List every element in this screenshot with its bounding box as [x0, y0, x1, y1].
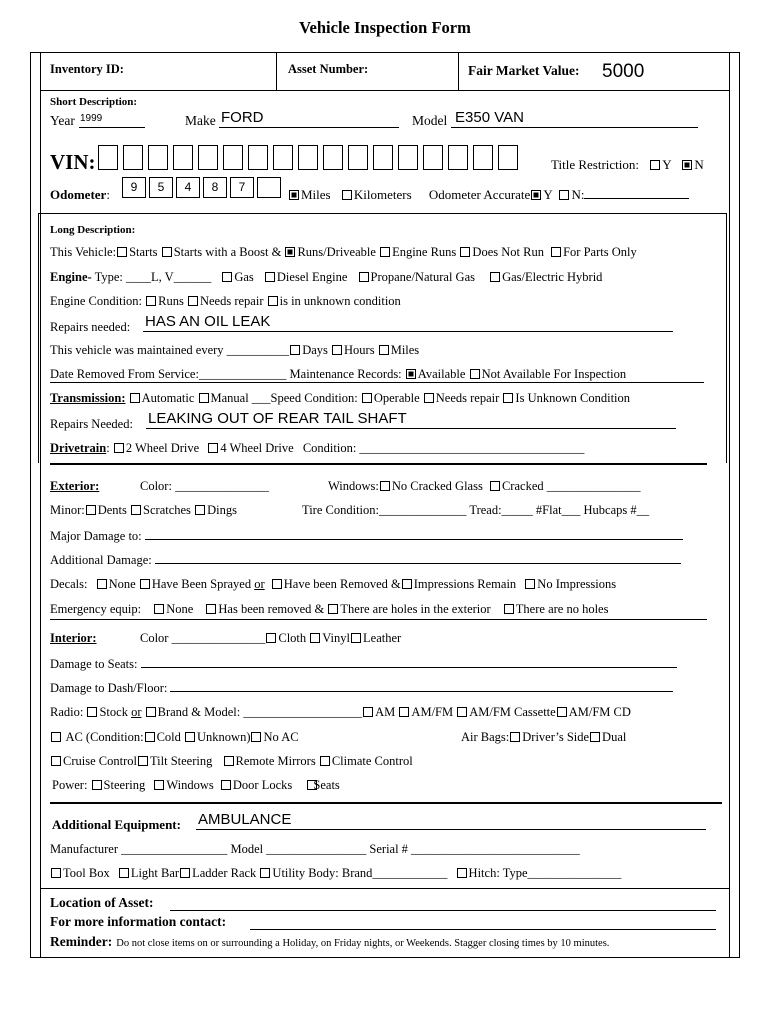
- dents-checkbox[interactable]: [86, 505, 96, 515]
- model-label: Model: [412, 113, 448, 128]
- long-description-rule: [50, 463, 707, 465]
- repairs-needed-label: Repairs needed:: [50, 320, 131, 334]
- repairs-needed-2-label: Repairs Needed:: [50, 417, 133, 431]
- vin-box[interactable]: [173, 145, 193, 170]
- radio-brand-checkbox[interactable]: [146, 707, 156, 717]
- light-bar-checkbox[interactable]: [119, 868, 129, 878]
- major-damage-row: Major Damage to:: [50, 528, 683, 544]
- leather-checkbox[interactable]: [351, 633, 361, 643]
- additional-equipment-label: Additional Equipment:: [52, 817, 181, 832]
- vin-box[interactable]: [323, 145, 343, 170]
- make-field[interactable]: [219, 109, 399, 128]
- vin-box[interactable]: [448, 145, 468, 170]
- long-description-label: Long Description:: [50, 224, 136, 236]
- repairs-needed-field[interactable]: [143, 313, 673, 332]
- ac-row: AC (Condition: Cold Unknown) No AC: [50, 730, 299, 745]
- exterior-row: Exterior:: [50, 479, 100, 493]
- contact-field[interactable]: [250, 914, 716, 930]
- dash-damage-row: Damage to Dash/Floor:: [50, 680, 673, 696]
- no-impressions-checkbox[interactable]: [525, 579, 535, 589]
- engine-runs-checkbox[interactable]: [380, 247, 390, 257]
- decals-sprayed-checkbox[interactable]: [140, 579, 150, 589]
- title-restriction-label: Title Restriction:: [551, 157, 639, 172]
- frame-right-inner: [729, 52, 730, 958]
- diesel-checkbox[interactable]: [265, 272, 275, 282]
- exterior-windows: Windows: No Cracked Glass Cracked _______________: [328, 479, 641, 493]
- records-available-checkbox[interactable]: [406, 369, 416, 379]
- power-door-locks-checkbox[interactable]: [221, 780, 231, 790]
- power-windows-checkbox[interactable]: [154, 780, 164, 790]
- tilt-steering-checkbox[interactable]: [138, 756, 148, 766]
- holes-checkbox[interactable]: [328, 604, 338, 614]
- equipment-rule: [40, 888, 729, 889]
- tool-box-checkbox[interactable]: [51, 868, 61, 878]
- model-field[interactable]: [451, 109, 698, 128]
- vin-box[interactable]: [423, 145, 443, 170]
- title-restriction: [551, 157, 704, 173]
- miles-checkbox[interactable]: [289, 190, 299, 200]
- starts-checkbox[interactable]: [117, 247, 127, 257]
- am-checkbox[interactable]: [363, 707, 373, 717]
- does-not-run-checkbox[interactable]: [460, 247, 470, 257]
- maintained-days-checkbox[interactable]: [290, 345, 300, 355]
- vin-box[interactable]: [123, 145, 143, 170]
- exterior-rule: [50, 619, 707, 620]
- runs-driveable-checkbox[interactable]: [285, 247, 295, 257]
- interior-label-row: Interior:: [50, 631, 97, 645]
- vin-box[interactable]: [248, 145, 268, 170]
- ac-unknown-checkbox[interactable]: [185, 732, 195, 742]
- propane-checkbox[interactable]: [359, 272, 369, 282]
- cruise-control-checkbox[interactable]: [51, 756, 61, 766]
- radio-row: Radio: Stock or Brand & Model: ___________________ AM AM/FM AM/FM Cassette AM/FM CD: [50, 705, 631, 719]
- decals-none-checkbox[interactable]: [97, 579, 107, 589]
- form-title: Vehicle Inspection Form: [299, 18, 471, 37]
- power-row: Power: Steering Windows Door Locks Seats: [52, 778, 340, 792]
- additional-equipment-field[interactable]: [196, 811, 706, 830]
- no-ac-checkbox[interactable]: [251, 732, 261, 742]
- date-removed-rule: [50, 382, 704, 383]
- odometer-digit[interactable]: 7: [230, 177, 254, 198]
- manual-checkbox[interactable]: [199, 393, 209, 403]
- odometer-digit[interactable]: 8: [203, 177, 227, 198]
- additional-equipment-value: AMBULANCE: [198, 811, 292, 828]
- vin-box[interactable]: [298, 145, 318, 170]
- odometer-accurate-y-checkbox[interactable]: [531, 190, 541, 200]
- location-label: Location of Asset:: [50, 895, 154, 910]
- seat-damage-field[interactable]: [141, 656, 677, 668]
- header-bottom-rule: [40, 90, 729, 91]
- parts-only-checkbox[interactable]: [551, 247, 561, 257]
- repairs-needed-2-value: LEAKING OUT OF REAR TAIL SHAFT: [148, 410, 407, 427]
- interior-rule: [50, 802, 722, 804]
- vin-box[interactable]: [273, 145, 293, 170]
- odometer-digit-empty[interactable]: [257, 177, 281, 198]
- vin-box[interactable]: [373, 145, 393, 170]
- automatic-checkbox[interactable]: [130, 393, 140, 403]
- decals-removed-checkbox[interactable]: [272, 579, 282, 589]
- ac-cold-checkbox[interactable]: [145, 732, 155, 742]
- vin-box[interactable]: [198, 145, 218, 170]
- make-label: Make: [185, 113, 216, 128]
- contact-label: For more information contact:: [50, 914, 227, 929]
- emergency-row: Emergency equip: None Has been removed & There are holes in the exterior There are no holes: [50, 602, 609, 616]
- trans-unknown-checkbox[interactable]: [503, 393, 513, 403]
- amfm-cassette-checkbox[interactable]: [457, 707, 467, 717]
- date-removed-row: Date Removed From Service:______________ Maintenance Records: Available Not Available For Inspection: [50, 367, 627, 381]
- vin-box[interactable]: [498, 145, 518, 170]
- ladder-rack-checkbox[interactable]: [180, 868, 190, 878]
- repairs-needed-2-field[interactable]: [146, 410, 676, 429]
- emergency-removed-checkbox[interactable]: [206, 604, 216, 614]
- records-not-available-checkbox[interactable]: [470, 369, 480, 379]
- odometer-digit[interactable]: 4: [176, 177, 200, 198]
- n-label: N: [694, 157, 704, 172]
- impressions-remain-checkbox[interactable]: [402, 579, 412, 589]
- amfm-cd-checkbox[interactable]: [557, 707, 567, 717]
- gas-checkbox[interactable]: [222, 272, 232, 282]
- short-description-label: Short Description:: [50, 96, 138, 108]
- odometer-accurate-n-checkbox[interactable]: [559, 190, 569, 200]
- additional-damage-row: Additional Damage:: [50, 552, 681, 568]
- engine-needs-repair-checkbox[interactable]: [188, 296, 198, 306]
- hybrid-checkbox[interactable]: [490, 272, 500, 282]
- location-field[interactable]: [170, 895, 716, 911]
- two-wheel-drive-checkbox[interactable]: [114, 443, 124, 453]
- fair-market-value-label: Fair Market Value:: [468, 63, 580, 78]
- engine-condition-row: Engine Condition: Runs Needs repair is in unknown condition: [50, 294, 401, 308]
- frame-top: [30, 52, 740, 53]
- odometer-digit[interactable]: 5: [149, 177, 173, 198]
- header-divider-1: [276, 52, 277, 90]
- maintained-miles-checkbox[interactable]: [379, 345, 389, 355]
- frame-left-inner: [40, 52, 41, 958]
- starts-boost-checkbox[interactable]: [162, 247, 172, 257]
- utility-body-checkbox[interactable]: [260, 868, 270, 878]
- vin-box[interactable]: [223, 145, 243, 170]
- dings-checkbox[interactable]: [195, 505, 205, 515]
- seat-damage-row: Damage to Seats:: [50, 656, 677, 672]
- decals-row: Decals: None Have Been Sprayed or Have been Removed & Impressions Remain No Impressions: [50, 577, 617, 591]
- odometer-label: Odometer:: [50, 187, 110, 202]
- year-label: Year: [50, 113, 75, 128]
- vinyl-checkbox[interactable]: [310, 633, 320, 643]
- header-divider-2: [458, 52, 459, 90]
- fair-market-value[interactable]: 5000: [602, 61, 645, 82]
- vin-label: VIN:: [50, 150, 96, 174]
- options-row: Cruise Control Tilt Steering Remote Mirrors Climate Control: [50, 754, 413, 769]
- additional-damage-field[interactable]: [155, 552, 681, 564]
- repairs-needed-value: HAS AN OIL LEAK: [145, 313, 271, 330]
- minor-damage-row: Minor: Dents Scratches Dings: [50, 503, 237, 517]
- cloth-checkbox[interactable]: [266, 633, 276, 643]
- y-label: Y: [662, 157, 672, 172]
- odometer-accurate-label: Odometer Accurate: [428, 187, 531, 202]
- engine-unknown-checkbox[interactable]: [268, 296, 278, 306]
- vin-box[interactable]: [398, 145, 418, 170]
- inventory-id-label: Inventory ID:: [50, 62, 124, 76]
- amfm-checkbox[interactable]: [399, 707, 409, 717]
- climate-control-checkbox[interactable]: [320, 756, 330, 766]
- this-vehicle-row: This Vehicle: Starts Starts with a Boost & Runs/Driveable Engine Runs Does Not Run For Parts Only: [50, 245, 637, 259]
- transmission-row: Transmission: Automatic Manual ___Speed Condition: Operable Needs repair Is Unknown Condition: [50, 391, 631, 405]
- frame-bottom: [30, 957, 740, 958]
- tire-condition: Tire Condition:______________ Tread:_____ #Flat___ Hubcaps #__: [302, 503, 650, 517]
- hitch-checkbox[interactable]: [457, 868, 467, 878]
- frame-right-outer: [739, 52, 740, 958]
- maintained-hours-checkbox[interactable]: [332, 345, 342, 355]
- make-value: FORD: [221, 109, 264, 126]
- no-cracked-glass-checkbox[interactable]: [380, 481, 390, 491]
- vin-box[interactable]: [148, 145, 168, 170]
- vin-box[interactable]: [98, 145, 118, 170]
- power-steering-checkbox[interactable]: [92, 780, 102, 790]
- frame-left-outer: [30, 52, 31, 958]
- radio-stock-checkbox[interactable]: [87, 707, 97, 717]
- odometer-note-field[interactable]: [584, 187, 689, 199]
- interior-color-row: Color _______________ Cloth Vinyl Leather: [140, 631, 402, 645]
- title-restriction-y-checkbox[interactable]: [650, 160, 660, 170]
- maintenance-row: This vehicle was maintained every __________ Days Hours Miles: [50, 343, 420, 357]
- cracked-glass-checkbox[interactable]: [490, 481, 500, 491]
- trans-needs-repair-checkbox[interactable]: [424, 393, 434, 403]
- vin-box[interactable]: [473, 145, 493, 170]
- exterior-color: Color: _______________: [140, 479, 269, 493]
- major-damage-field[interactable]: [145, 528, 683, 540]
- manufacturer-row: Manufacturer _________________ Model ________________ Serial # ___________________________: [50, 842, 580, 856]
- asset-number-label: Asset Number:: [288, 62, 369, 76]
- engine-runs-cond-checkbox[interactable]: [146, 296, 156, 306]
- ac-checkbox[interactable]: [51, 732, 61, 742]
- vin-box[interactable]: [348, 145, 368, 170]
- drivers-side-airbag-checkbox[interactable]: [510, 732, 520, 742]
- model-value: E350 VAN: [455, 109, 524, 126]
- scratches-checkbox[interactable]: [131, 505, 141, 515]
- odometer-digit[interactable]: 9: [122, 177, 146, 198]
- year-value: 1999: [80, 113, 103, 124]
- airbags-row: Air Bags: Driver’s Side Dual: [461, 730, 627, 744]
- dash-damage-field[interactable]: [170, 680, 673, 692]
- four-wheel-drive-checkbox[interactable]: [208, 443, 218, 453]
- emergency-none-checkbox[interactable]: [154, 604, 164, 614]
- dual-airbag-checkbox[interactable]: [590, 732, 600, 742]
- remote-mirrors-checkbox[interactable]: [224, 756, 234, 766]
- drivetrain-row: Drivetrain: 2 Wheel Drive 4 Wheel Drive Condition: ____________________________________: [50, 441, 585, 455]
- odometer-units: Miles Kilometers Odometer Accurate Y N:: [288, 187, 689, 203]
- engine-row: Engine- Type: ____L, V______ Gas Diesel Engine Propane/Natural Gas Gas/Electric Hybrid: [50, 270, 603, 284]
- operable-checkbox[interactable]: [362, 393, 372, 403]
- year-field[interactable]: [79, 113, 145, 128]
- title-restriction-n-checkbox[interactable]: [682, 160, 692, 170]
- equipment-options-row: Tool Box Light Bar Ladder Rack Utility Body: Brand____________ Hitch: Type_______________: [50, 866, 621, 881]
- reminder-row: Reminder: Do not close items on or surrounding a Holiday, on Friday nights, or Weekends. Stagger closing times by 10 minutes.: [50, 934, 610, 949]
- kilometers-checkbox[interactable]: [342, 190, 352, 200]
- no-holes-checkbox[interactable]: [504, 604, 514, 614]
